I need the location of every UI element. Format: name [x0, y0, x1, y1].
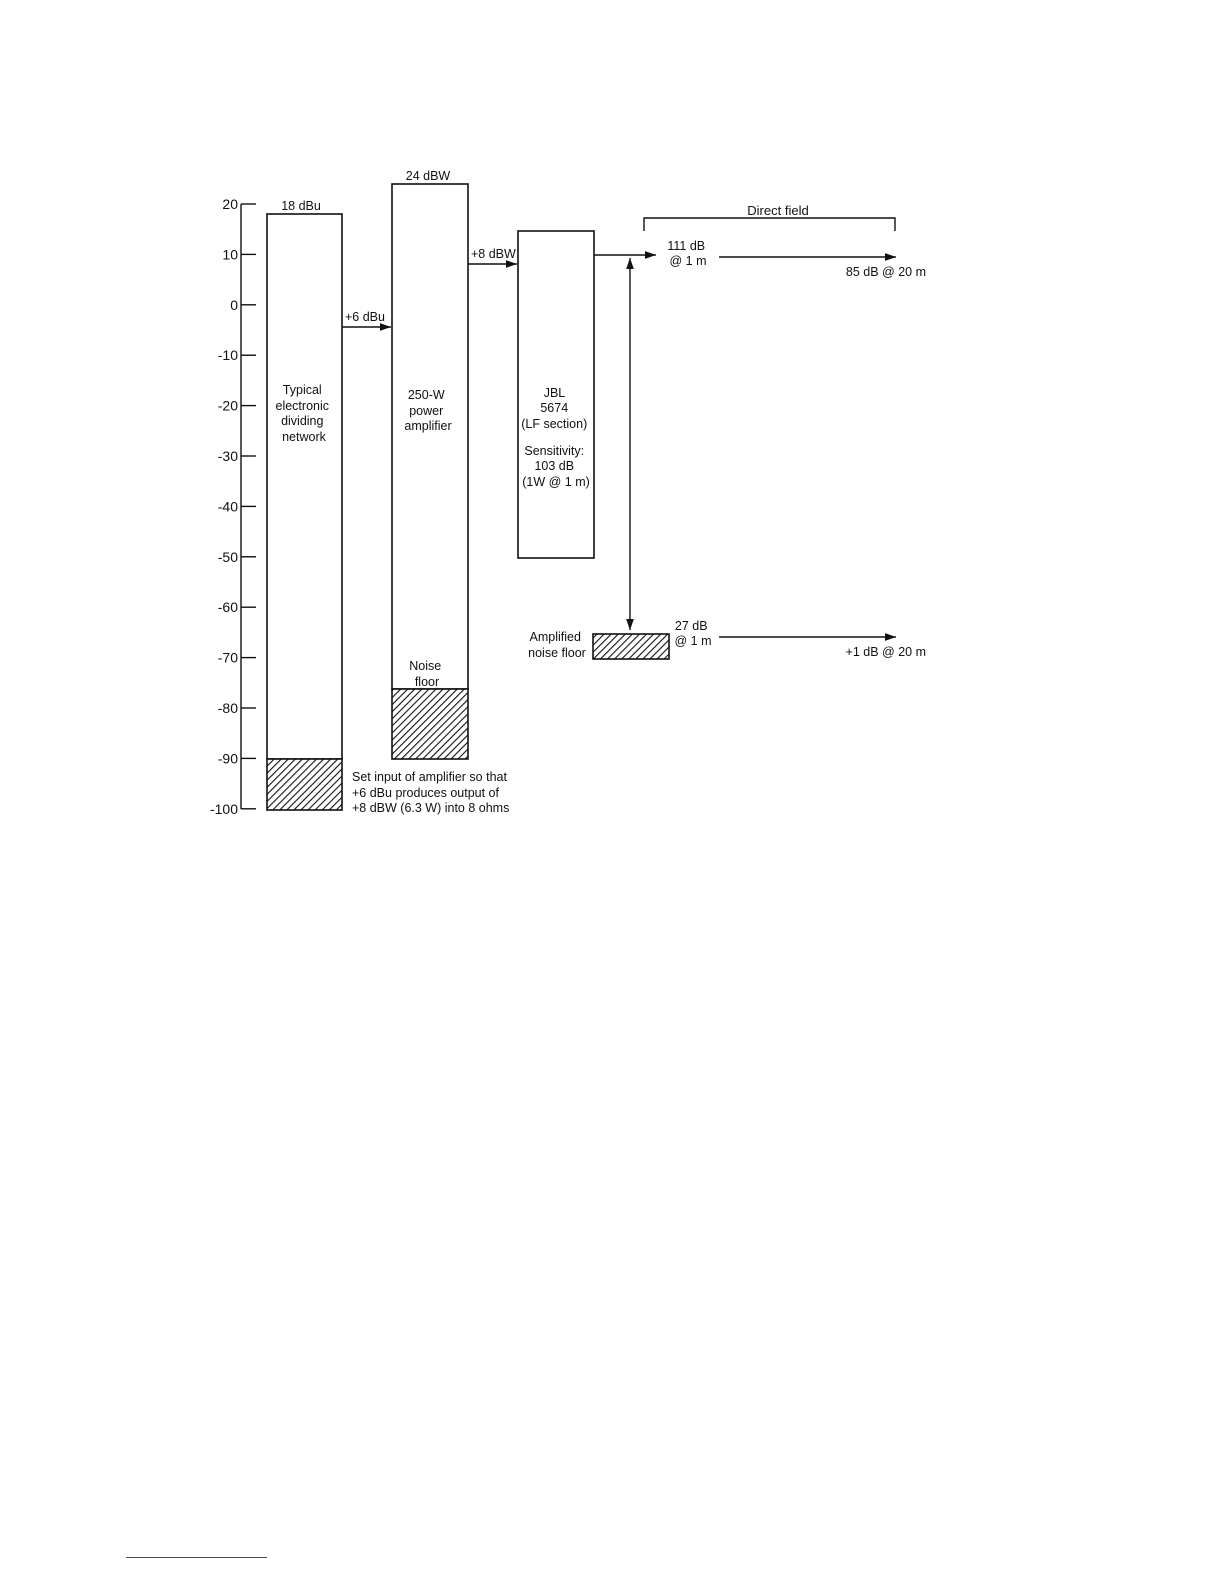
- direct-field-title: Direct field: [747, 203, 809, 218]
- amplifier-bar: [392, 184, 468, 689]
- network-top-label: 18 dBu: [281, 199, 321, 213]
- amplified-noise-box: [593, 634, 669, 659]
- axis-tick-label: -70: [217, 649, 238, 666]
- amplified-noise-label: Amplified noise floor: [528, 630, 586, 660]
- direct-field: [644, 203, 926, 279]
- axis-tick-label: -50: [217, 548, 238, 565]
- network-label: Typical electronic dividing network: [275, 383, 330, 444]
- network-noise-floor: [267, 759, 342, 810]
- axis-tick-label: -30: [217, 448, 238, 464]
- speaker-label: JBL 5674 (LF section) Sensitivity: 103 dB (1W @ 1 m): [521, 386, 590, 489]
- amplifier-noise-label: Noise floor: [409, 659, 442, 689]
- network-bar: [267, 214, 342, 759]
- direct-field-near-label: 111 dB @ 1 m: [667, 239, 707, 268]
- amplified-noise-near-label: 27 dB @ 1 m: [674, 619, 712, 648]
- footnote-rule: [126, 1557, 267, 1558]
- axis-tick-label: 20: [222, 196, 238, 212]
- axis-tick-label: -40: [217, 498, 238, 515]
- link-amplifier-to-speaker: [468, 247, 517, 264]
- axis-tick-label: 10: [222, 246, 238, 263]
- gain-setting-note: Set input of amplifier so that +6 dBu produces output of +8 dBW (6.3 W) into 8 ohms: [352, 770, 510, 815]
- amplifier-noise-floor: [392, 689, 468, 759]
- axis-tick-label: 0: [230, 296, 238, 313]
- direct-field-far-label: 85 dB @ 20 m: [845, 265, 926, 279]
- amplified-noise-far-label: +1 dB @ 20 m: [845, 645, 926, 659]
- axis-tick-label: -90: [217, 750, 238, 767]
- power-amplifier-block: [392, 169, 468, 759]
- axis-tick-label: -10: [217, 347, 238, 364]
- speaker-output: [594, 255, 656, 630]
- dividing-network-block: [267, 199, 342, 810]
- amplifier-label: 250-W power amplifier: [404, 388, 452, 433]
- direct-field-bracket: [644, 218, 895, 231]
- axis-tick-label: -60: [217, 599, 238, 616]
- axis-tick-label: -100: [209, 800, 238, 817]
- link-network-to-amplifier: [342, 310, 391, 327]
- level-axis: [210, 196, 256, 817]
- link2-label: +8 dBW: [471, 247, 516, 261]
- amplifier-top-label: 24 dBW: [405, 169, 451, 183]
- axis-tick-label: -80: [217, 700, 238, 716]
- speaker-block: [518, 231, 594, 558]
- axis-tick-label: -20: [217, 397, 238, 414]
- link1-label: +6 dBu: [345, 310, 385, 324]
- axis-ticks: [210, 196, 256, 817]
- amplified-noise-floor: [528, 619, 926, 660]
